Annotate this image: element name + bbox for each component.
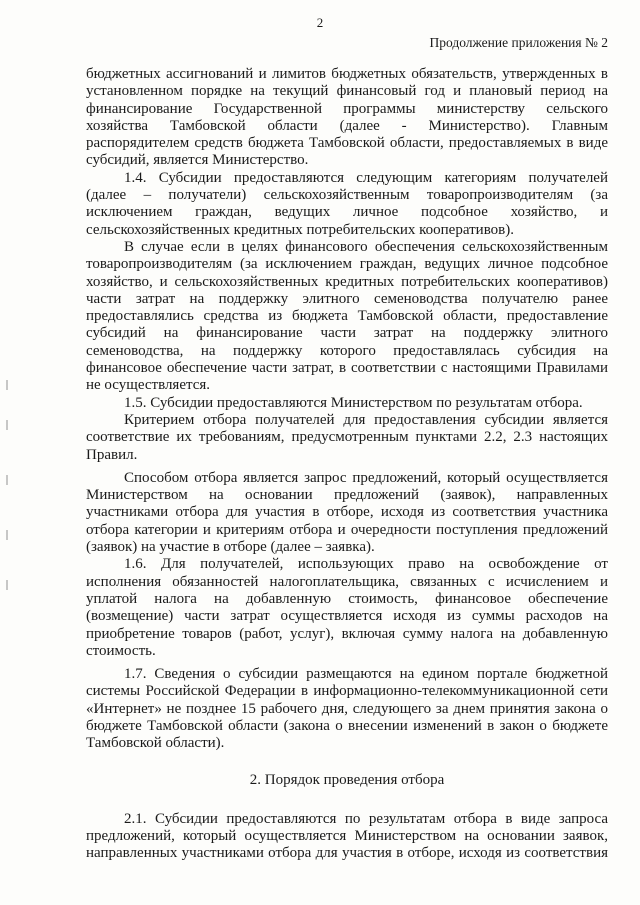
text-line: (далее – получатели) сельскохозяйственным товаропроизводителям (за	[86, 187, 608, 204]
text-line: (заявок) на участие в отборе (далее – заявка).	[86, 539, 375, 556]
text-line: бюджете Тамбовской области (закона о внесении изменений в закон о бюджете	[86, 717, 608, 734]
text-line: Способом отбора является запрос предложений, который осуществляется	[124, 469, 608, 486]
scan-margin-marks	[6, 380, 8, 620]
text-line: Критерием отбора получателей для предоставления субсидии является	[124, 411, 608, 428]
text-line: 1.5. Субсидии предоставляются Министерством по результатам отбора.	[124, 394, 583, 411]
text-line: установленном порядке на текущий финансовый год и плановый период на	[86, 83, 608, 100]
text-line: части затрат на поддержку элитного семеноводства получателю ранее	[86, 290, 608, 307]
text-line: Министерством на основании предложений (заявок), направленных	[86, 487, 608, 504]
paragraph-1-7	[86, 666, 608, 752]
text-line: субсидий, является Министерство.	[86, 152, 309, 169]
text-line: финансовое обеспечение части затрат, в соответствии с настоящими Правилами	[86, 360, 608, 377]
text-line: исполнения обязанностей налогоплательщика, связанных с исчислением и	[86, 573, 608, 590]
continuation-header: Продолжение приложения № 2	[429, 35, 608, 50]
paragraph-budget-allocations	[86, 66, 608, 170]
text-line: исключением граждан, ведущих личное подсобное хозяйство, и	[86, 204, 608, 221]
text-line: 1.7. Сведения о субсидии размещаются на едином портале бюджетной	[124, 666, 608, 683]
text-line: предложений, который осуществляется Министерством на основании заявок,	[86, 828, 608, 845]
text-line: распорядителем средств бюджета Тамбовской области, предоставляемых в виде	[86, 135, 608, 152]
text-line: В случае если в целях финансового обеспечения сельскохозяйственным	[124, 238, 608, 255]
text-line: «Интернет» не позднее 15 рабочего дня, следующего за днем принятия закона о	[86, 700, 608, 717]
text-line: бюджетных ассигнований и лимитов бюджетных обязательств, утвержденных в	[86, 66, 608, 82]
text-line: 2.1. Субсидии предоставляются по результатам отбора в виде запроса	[124, 810, 608, 827]
paragraph-elite-seed	[86, 239, 608, 395]
text-line: участниками отбора для участия в отборе, исходя из соответствия участника	[86, 504, 608, 521]
text-line: приобретение товаров (работ, услуг), включая сумму налога на добавленную	[86, 625, 608, 642]
text-line: (возмещение) части затрат осуществляется исходя из суммы расходов на	[86, 608, 608, 625]
text-line: предоставлялись средства из бюджета Тамбовской области, предоставление	[86, 308, 608, 325]
document-body	[86, 66, 608, 863]
text-line: субсидий на финансирование части затрат на поддержку элитного	[86, 325, 608, 342]
text-line: отбора категории и критериям отбора и очередности поступления предложений	[86, 521, 608, 538]
text-line: товаропроизводителям (за исключением граждан, ведущих личное подсобное	[86, 256, 608, 273]
text-line: стоимость.	[86, 642, 156, 659]
text-line: соответствие их требованиям, предусмотренным пунктами 2.2, 2.3 настоящих	[86, 429, 608, 446]
page-number: 2	[316, 15, 324, 30]
text-line: 1.4. Субсидии предоставляются следующим категориям получателей	[124, 169, 608, 186]
text-line: направленных участниками отбора для участия в отборе, исходя из соответствия	[86, 845, 608, 862]
paragraph-1-4	[86, 170, 608, 239]
text-line: системы Российской Федерации в информационно-телекоммуникационной сети	[86, 683, 608, 700]
paragraph-1-5	[86, 395, 608, 412]
paragraph-selection-method	[86, 470, 608, 556]
text-line: хозяйство, и сельскохозяйственных кредитных потребительских кооперативов)	[86, 273, 608, 290]
paragraph-1-6	[86, 556, 608, 660]
paragraph-2-1	[86, 811, 608, 863]
section-heading-2: 2. Порядок проведения отбора	[249, 771, 445, 788]
paragraph-criteria	[86, 412, 608, 464]
text-line: уплатой налога на добавленную стоимость, финансовое обеспечение	[86, 590, 608, 607]
text-line: хозяйства Тамбовской области (далее - Министерство). Главным	[86, 117, 608, 134]
text-line: Правил.	[86, 446, 138, 463]
text-line: Тамбовской области).	[86, 735, 225, 752]
text-line: финансирование Государственной программы министерству сельского	[86, 100, 608, 117]
text-line: семеноводства, на поддержку которого предоставлялась субсидия на	[86, 342, 608, 359]
text-line: не осуществляется.	[86, 377, 211, 394]
text-line: 1.6. Для получателей, использующих право на освобождение от	[124, 556, 608, 573]
text-line: сельскохозяйственных кредитных потребительских кооперативов).	[86, 221, 514, 238]
